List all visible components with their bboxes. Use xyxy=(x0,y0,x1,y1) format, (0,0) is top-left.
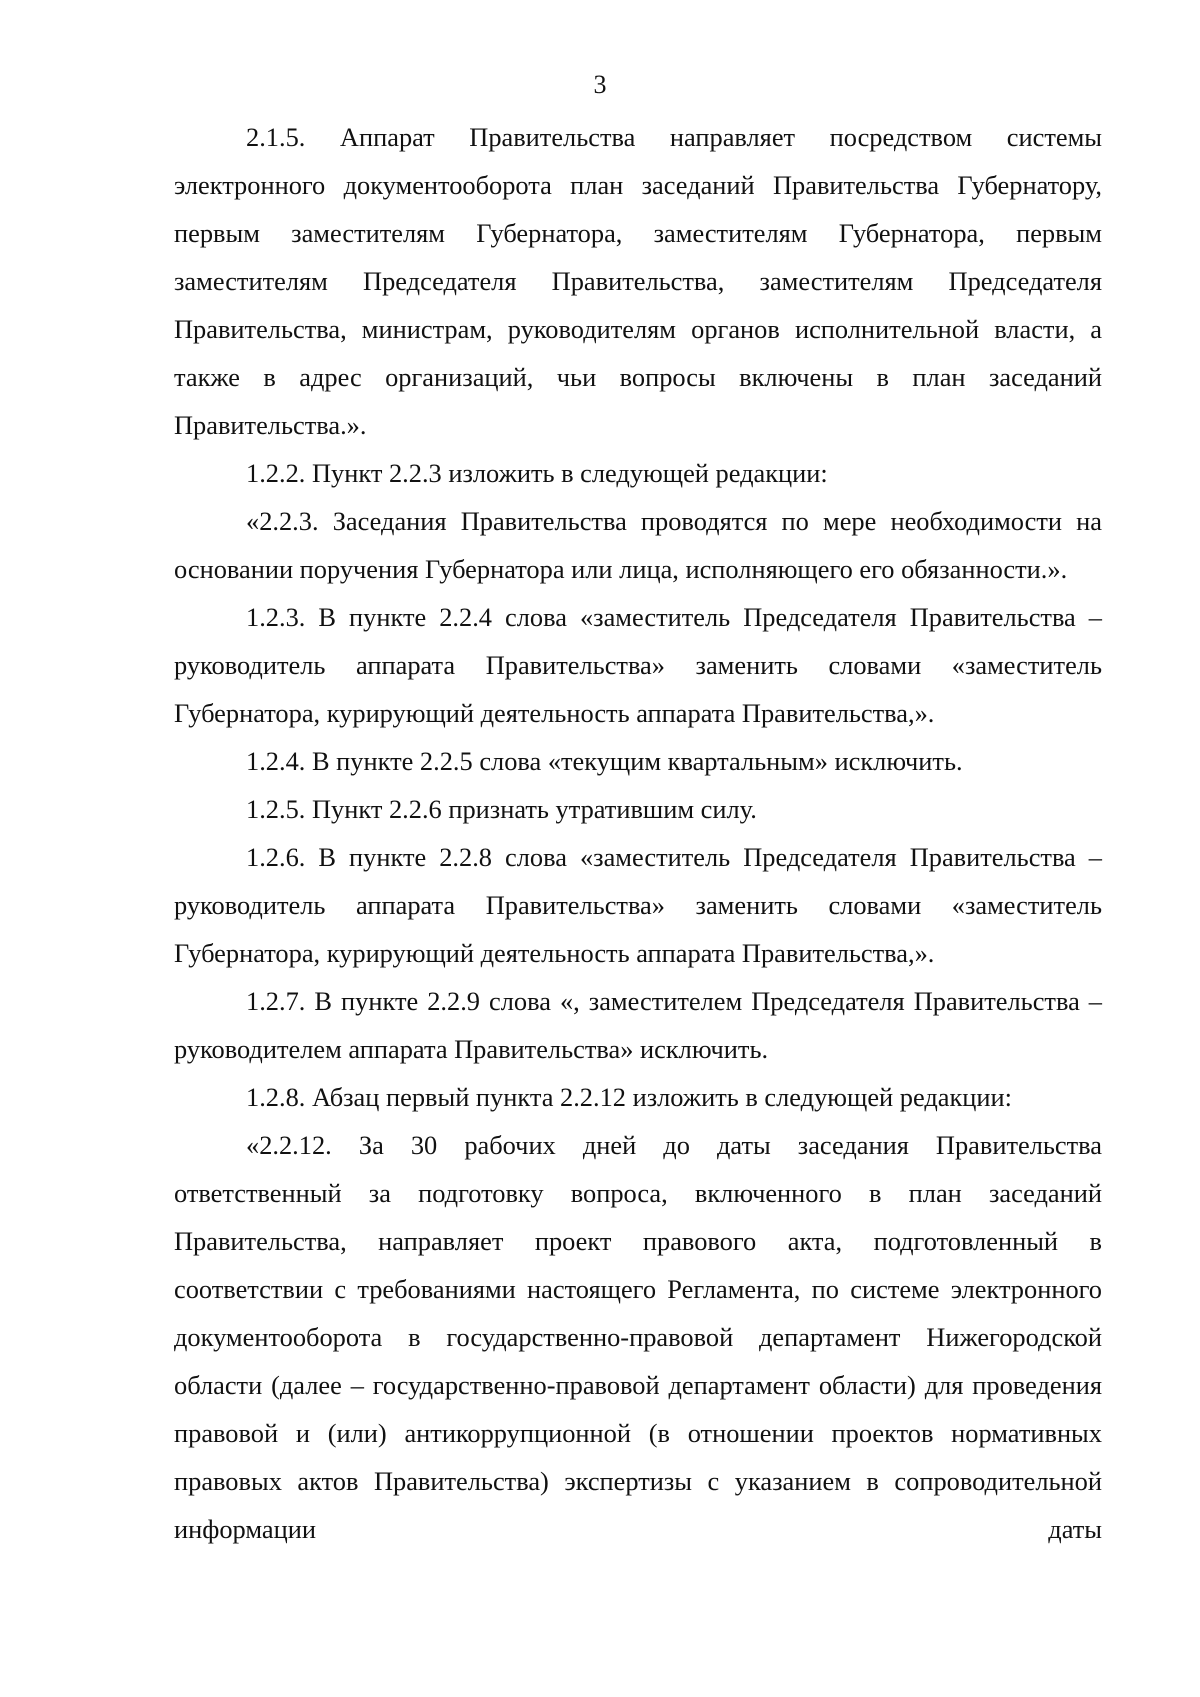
paragraph-1-2-7: 1.2.7. В пункте 2.2.9 слова «, заместителем Председателя Правительства – руководителем аппарата Правительства» исключить. xyxy=(174,986,1102,1064)
page-number: 3 xyxy=(593,70,607,99)
paragraph-2-1-5: 2.1.5. Аппарат Правительства направляет посредством системы электронного документооборота план заседаний Правительства Губернатору, первым заместителям Губернатора, заместителям Губернатора, первым заместителям Председателя Правительства, заместителям Председателя Правительства, министрам, руководителям органов исполнительной власти, а также в адрес организаций, чьи вопросы включены в план заседаний Правительства.». xyxy=(174,122,1102,440)
paragraph-1-2-3: 1.2.3. В пункте 2.2.4 слова «заместитель Председателя Правительства – руководитель аппарата Правительства» заменить словами «заместитель Губернатора, курирующий деятельность аппарата Правительства,». xyxy=(174,602,1102,728)
paragraph-1-2-2: 1.2.2. Пункт 2.2.3 изложить в следующей редакции: xyxy=(246,458,828,488)
paragraph-2-2-12: «2.2.12. За 30 рабочих дней до даты заседания Правительства ответственный за подготовку вопроса, включенного в план заседаний Правительства, направляет проект правового акта, подготовленный в соответствии с требованиями настоящего Регламента, по системе электронного документооборота в государственно-правовой департамент Нижегородской области (далее – государственно-правовой департамент области) для проведения правовой и (или) антикоррупционной (в отношении проектов нормативных правовых актов Правительства) экспертизы с указанием в сопроводительной информации даты xyxy=(174,1130,1102,1544)
paragraph-1-2-4: 1.2.4. В пункте 2.2.5 слова «текущим квартальным» исключить. xyxy=(246,746,963,776)
paragraph-2-2-3: «2.2.3. Заседания Правительства проводятся по мере необходимости на основании поручения Губернатора или лица, исполняющего его обязанности.». xyxy=(174,506,1102,584)
paragraph-1-2-6: 1.2.6. В пункте 2.2.8 слова «заместитель Председателя Правительства – руководитель аппарата Правительства» заменить словами «заместитель Губернатора, курирующий деятельность аппарата Правительства,». xyxy=(174,842,1102,968)
paragraph-1-2-8: 1.2.8. Абзац первый пункта 2.2.12 изложить в следующей редакции: xyxy=(246,1082,1012,1112)
document-body xyxy=(174,113,1102,1553)
paragraph-1-2-5: 1.2.5. Пункт 2.2.6 признать утратившим силу. xyxy=(246,794,757,824)
